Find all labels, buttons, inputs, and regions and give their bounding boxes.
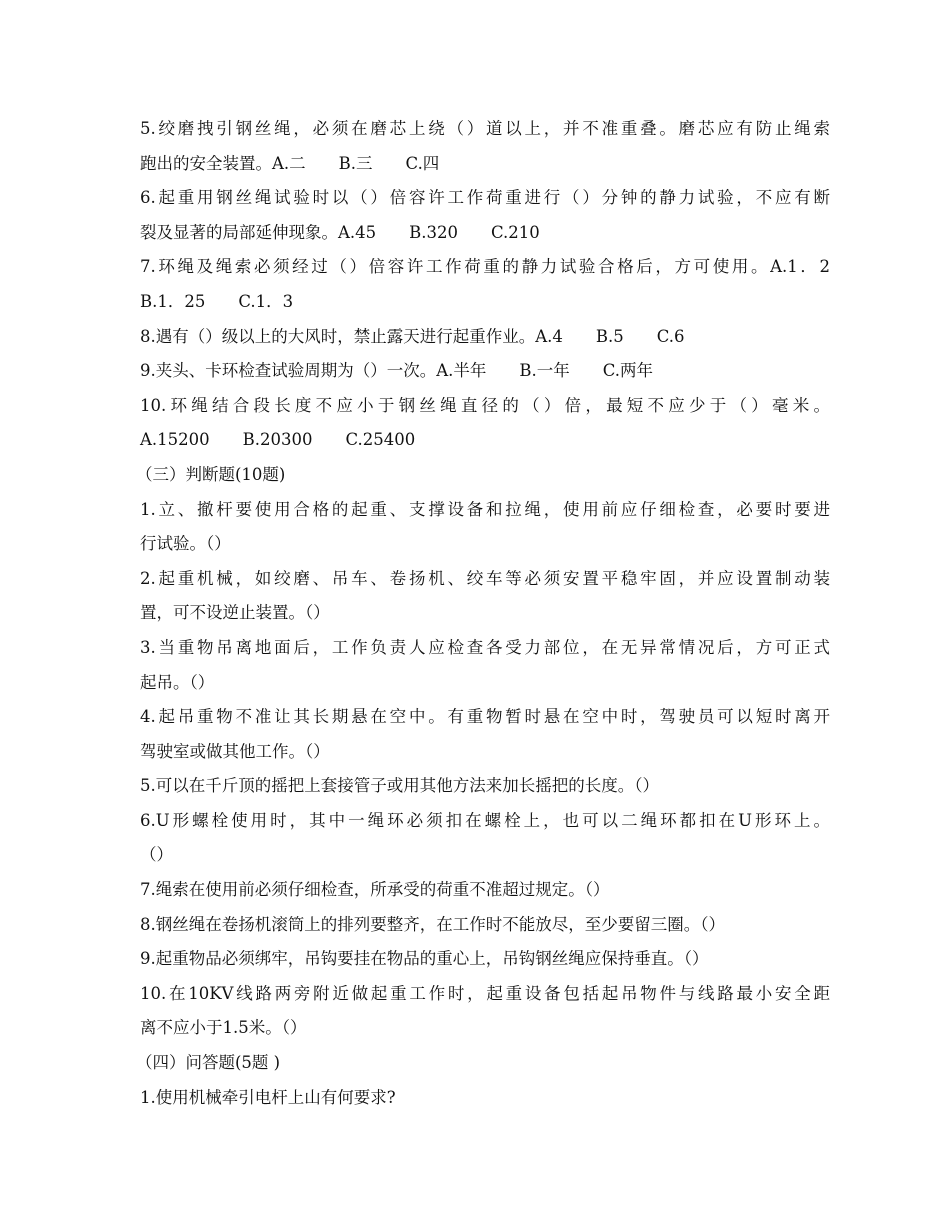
text-line: B.1．25 C.1．3 xyxy=(140,291,294,311)
section-heading: （三）判断题(10题) xyxy=(136,464,286,484)
text-line: 跑出的安全装置。A.二 B.三 C.四 xyxy=(140,153,440,173)
text-line: 8.钢丝绳在卷扬机滚筒上的排列要整齐，在工作时不能放尽，至少要留三圈。（） xyxy=(140,914,725,934)
text-line: 9.起重物品必须绑牢，吊钩要挂在物品的重心上，吊钩钢丝绳应保持垂直。（） xyxy=(140,949,709,969)
text-line: 驾驶室或做其他工作。（） xyxy=(140,741,330,761)
text-line: 9.夹头、卡环检查试验周期为（）一次。A.半年 B.一年 C.两年 xyxy=(140,361,654,381)
text-line: （） xyxy=(140,845,173,865)
text-line: 3.当重物吊离地面后，工作负责人应检查各受力部位，在无异常情况后，方可正式 xyxy=(140,637,830,657)
section-heading: （四）问答题(5题 ) xyxy=(136,1053,281,1073)
text-line: 1.立、撤杆要使用合格的起重、支撑设备和拉绳，使用前应仔细检查，必要时要进 xyxy=(140,499,830,519)
text-line: 起吊。（） xyxy=(140,672,215,692)
document-body xyxy=(136,112,830,1115)
text-line: 6.起重用钢丝绳试验时以（）倍容许工作荷重进行（）分钟的静力试验，不应有断 xyxy=(140,188,830,208)
text-line: 置，可不设逆止装置。（） xyxy=(140,603,330,623)
text-line: 5.可以在千斤顶的摇把上套接管子或用其他方法来加长摇把的长度。（） xyxy=(140,776,659,796)
text-line: 10.在10KV线路两旁附近做起重工作时，起重设备包括起吊物件与线路最小安全距 xyxy=(140,983,830,1003)
text-line: 离不应小于1.5米。（） xyxy=(140,1018,307,1038)
text-line: 10.环绳结合段长度不应小于钢丝绳直径的（）倍，最短不应少于（）毫米。 xyxy=(140,395,830,415)
text-line: 行试验。（） xyxy=(140,534,231,554)
text-line: 4.起吊重物不准让其长期悬在空中。有重物暂时悬在空中时，驾驶员可以短时离开 xyxy=(140,707,830,727)
text-line: 裂及显著的局部延伸现象。A.45 B.320 C.210 xyxy=(140,222,540,242)
text-line: 7.绳索在使用前必须仔细检查，所承受的荷重不准超过规定。（） xyxy=(140,880,610,900)
text-line: 1.使用机械牵引电杆上山有何要求? xyxy=(140,1087,396,1107)
text-line: 2.起重机械，如绞磨、吊车、卷扬机、绞车等必须安置平稳牢固，并应设置制动装 xyxy=(140,568,830,588)
text-line: 8.遇有（）级以上的大风时，禁止露天进行起重作业。A.4 B.5 C.6 xyxy=(140,326,685,346)
text-line: 6.U形螺栓使用时，其中一绳环必须扣在螺栓上，也可以二绳环都扣在U形环上。 xyxy=(140,810,830,830)
text-line: 5.绞磨拽引钢丝绳，必须在磨芯上绕（）道以上，并不准重叠。磨芯应有防止绳索 xyxy=(140,119,830,138)
text-line: 7.环绳及绳索必须经过（）倍容许工作荷重的静力试验合格后，方可使用。A.1．2 xyxy=(140,257,830,277)
text-line: A.15200 B.20300 C.25400 xyxy=(140,430,416,450)
